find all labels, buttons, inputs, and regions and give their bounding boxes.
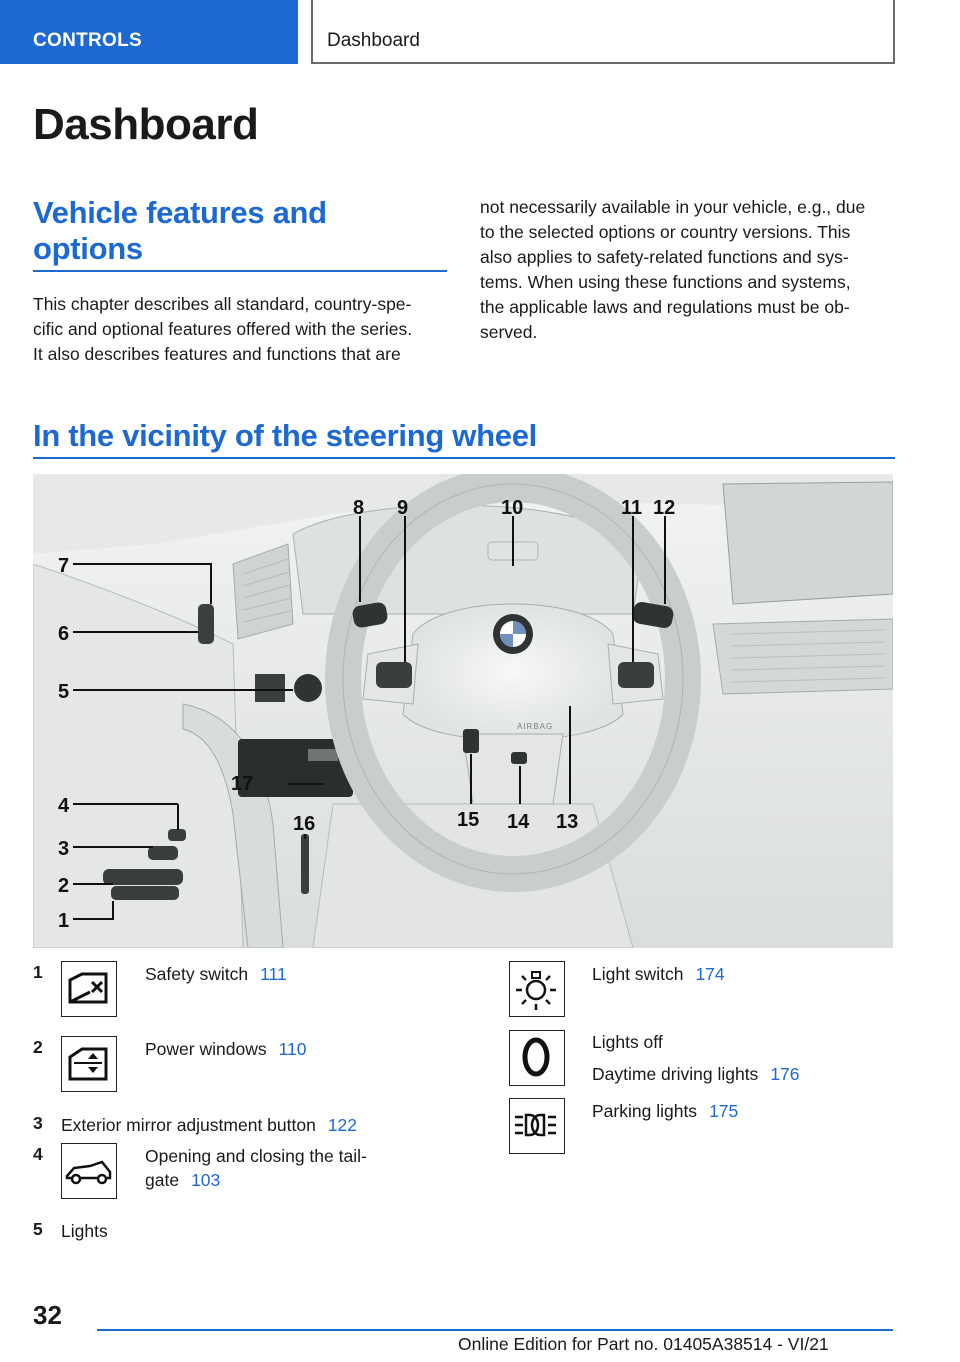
text-line: This chapter describes all standard, country-spe- bbox=[33, 294, 412, 314]
footer-rule bbox=[97, 1329, 893, 1331]
legend-number: 4 bbox=[33, 1144, 43, 1164]
title-line: Vehicle features and bbox=[33, 195, 327, 230]
section-rule bbox=[33, 270, 447, 272]
legend-number: 5 bbox=[33, 1219, 43, 1239]
text-line: tems. When using these functions and systems, bbox=[480, 272, 851, 292]
callout-15: 15 bbox=[457, 809, 480, 831]
title-line: options bbox=[33, 231, 143, 266]
legend-label: gate bbox=[145, 1170, 180, 1190]
callout-5: 5 bbox=[58, 681, 70, 703]
page-link[interactable]: 174 bbox=[695, 964, 725, 984]
section-rule bbox=[33, 457, 895, 459]
lights-off-zero-icon bbox=[509, 1030, 565, 1086]
page-number: 32 bbox=[33, 1300, 62, 1330]
callout-14: 14 bbox=[507, 811, 530, 833]
text-line: not necessarily available in your vehicle, e.g., due bbox=[480, 197, 866, 217]
dashboard-drawing bbox=[33, 474, 893, 948]
legend-item bbox=[592, 962, 725, 986]
page-link[interactable]: 103 bbox=[191, 1170, 221, 1190]
legend-item bbox=[61, 1219, 108, 1243]
intro-paragraph-left bbox=[33, 292, 453, 367]
legend-item bbox=[145, 962, 287, 986]
callout-9: 9 bbox=[397, 497, 409, 519]
legend-item bbox=[145, 1037, 306, 1061]
legend-label: Lights bbox=[61, 1221, 108, 1241]
legend-number: 3 bbox=[33, 1113, 43, 1133]
legend-label: Opening and closing the tail- bbox=[145, 1146, 367, 1166]
legend-label: Power windows bbox=[145, 1039, 267, 1059]
page-link[interactable]: 176 bbox=[770, 1064, 800, 1084]
page-link[interactable]: 111 bbox=[260, 964, 287, 984]
legend-number: 1 bbox=[33, 962, 43, 982]
page-link[interactable]: 122 bbox=[327, 1115, 358, 1135]
page-title: Dashboard bbox=[33, 100, 259, 149]
text-line: served. bbox=[480, 322, 538, 342]
window-safety-switch-icon bbox=[61, 961, 117, 1017]
text-line: cific and optional features offered with the series. bbox=[33, 319, 413, 339]
power-window-icon bbox=[61, 1036, 117, 1092]
text-line: the applicable laws and regulations must be ob- bbox=[480, 297, 850, 317]
legend-label: Parking lights bbox=[592, 1101, 698, 1121]
legend-item bbox=[592, 1099, 738, 1123]
callout-6: 6 bbox=[58, 623, 70, 645]
legend-item bbox=[61, 1113, 357, 1137]
callout-11: 11 bbox=[621, 497, 643, 519]
legend-label: Lights off bbox=[592, 1032, 663, 1052]
legend-item bbox=[145, 1144, 405, 1192]
intro-paragraph-right bbox=[480, 195, 900, 345]
legend-label: Exterior mirror adjustment button bbox=[61, 1115, 316, 1135]
callout-16: 16 bbox=[293, 813, 316, 835]
text-line: also applies to safety-related functions and sys- bbox=[480, 247, 849, 267]
legend-number: 2 bbox=[33, 1037, 43, 1057]
callout-7: 7 bbox=[58, 555, 70, 577]
legend-item bbox=[592, 1030, 800, 1086]
section-title-vehicle-features bbox=[33, 195, 327, 267]
tailgate-car-icon bbox=[61, 1143, 117, 1199]
legend-label: Light switch bbox=[592, 964, 684, 984]
callout-2: 2 bbox=[58, 875, 70, 897]
legend-label: Safety switch bbox=[145, 964, 249, 984]
callout-4: 4 bbox=[58, 795, 70, 817]
callout-8: 8 bbox=[353, 497, 365, 519]
page-link[interactable]: 175 bbox=[709, 1101, 739, 1121]
footer-edition-text: Online Edition for Part no. 01405A38514 - VI/21 bbox=[458, 1334, 829, 1354]
text-line: It also describes features and functions that are bbox=[33, 344, 401, 364]
section-tab[interactable]: CONTROLS bbox=[0, 0, 298, 64]
section-title-steering-wheel: In the vicinity of the steering wheel bbox=[33, 418, 537, 453]
callout-10: 10 bbox=[501, 497, 524, 519]
callout-17: 17 bbox=[231, 773, 254, 795]
airbag-text: AIRBAG bbox=[517, 722, 554, 731]
callout-12: 12 bbox=[653, 497, 676, 519]
light-switch-icon bbox=[509, 961, 565, 1017]
text-line: to the selected options or country versions. This bbox=[480, 222, 851, 242]
dashboard-illustration bbox=[33, 474, 893, 948]
legend-label: Daytime driving lights bbox=[592, 1064, 759, 1084]
page-link[interactable]: 110 bbox=[278, 1039, 307, 1059]
parking-lights-icon bbox=[509, 1098, 565, 1154]
chapter-header: Dashboard bbox=[311, 0, 895, 64]
callout-1: 1 bbox=[58, 910, 70, 932]
callout-13: 13 bbox=[556, 811, 579, 833]
callout-3: 3 bbox=[58, 838, 70, 860]
